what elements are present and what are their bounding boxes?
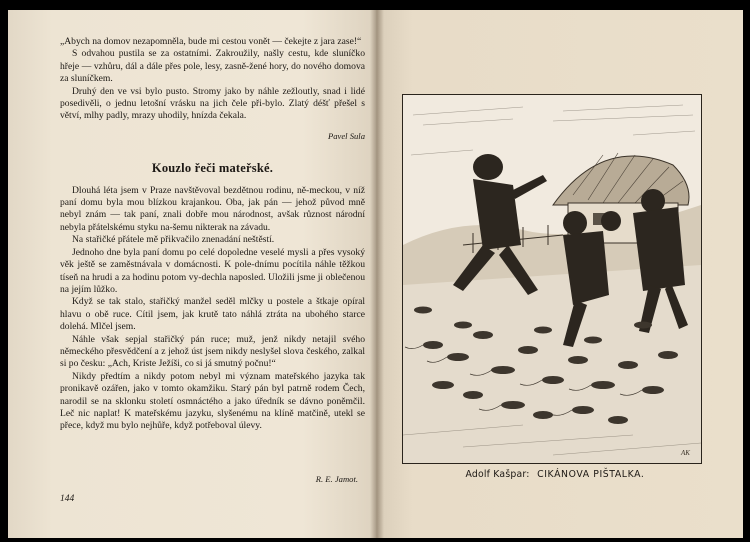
illustration-caption [400,469,710,480]
paragraph: Dlouhá léta jsem v Praze navštěvoval bezdětnou rodinu, ně-meckou, v níž paní domu byla mou blízkou krajankou. Oba, jak pán — jehož původ mně nebyl znám — tak paní, znali dobře mou národnost, avšak různost národní nebyla přátelskému styku na-šemu nikterak na závadu. [60,184,365,233]
paragraph: Nikdy předtím a nikdy potom nebyl mi význam mateřského jazyka tak pronikavě ozářen, jako v tomto okamžiku. Starý pán byl patrně rodem Čech, narodil se na sklonku století osmnáctého a jako úředník se dávno poněmčil. Leč nic naplat! K mateřskému jazyku, slyšenému na klíně matčině, utekl se přece, když mu bylo nejhůře, když potřeboval úlevy. [60,370,365,432]
left-page [8,10,376,538]
paragraph: „Abych na domov nezapomněla, bude mi cestou vonět — čekejte z jara zase!“ [60,36,362,47]
book-gutter [370,10,384,538]
illustration-drawing [403,95,701,463]
paragraph: Jednoho dne byla paní domu po celé dopoledne veselé mysli a přes vysoký věk ještě se zaměstnávala v domácnosti. K pole-dnímu pocítila náhle těžkou tíseň na hrudi a za hodinu potom vy-dechla naposled. Uložili jsme ji oblečenou na jejím lůžko. [60,246,365,295]
paragraph: S odvahou pustila se za ostatními. Zakroužily, našly cestu, kde sluníčko hřeje — vzhůru, dál a dále přes pole, lesy, zasně-žené hory, do nového domova za sluníčkem. [60,48,365,85]
illustration [402,94,702,464]
story-title: Kouzlo řeči mateřské. [151,161,274,176]
page-number: 144 [60,494,75,504]
paragraph: Když se tak stalo, stařičký manžel seděl mlčky u postele a štkaje opíral hlavu o obě ruce. Cítil jsem, jak krutě tato náhlá ztráta na ubohého starce dolehá. Mlčel jsem. [60,296,365,333]
left-text-column [60,36,365,433]
book-spread [8,10,743,538]
author-signature: R. E. Jamot. [315,474,358,484]
author-signature: Pavel Sula [328,130,365,141]
illustration-initials: AK [681,449,690,457]
right-page [376,10,743,538]
caption-author: Adolf Kašpar: [465,469,530,480]
paragraph: Náhle však sepjal stařičký pán ruce; muž, jenž nikdy netajil svého německého přesvědčení a z jehož úst jsem nikdy neslyšel slova českého, zalkal si po česku: „Ach, Kriste Ježíši, co si já smutný počnu!“ [60,333,365,370]
paragraph: Na stařičké přátele mě přikvačilo znenadání neštěstí. [72,234,275,246]
caption-title: CIKÁNOVA PIŠTALKA. [537,469,645,480]
paragraph: Druhý den ve vsi bylo pusto. Stromy jako by náhle zežloutly, snad i lidé posedivěli, o jednu letošní vrásku na jich čele při-bylo. Zlatý déšť přešel s větví, mlhy padly, mrazy uhodily, hnízda čekala. [60,85,365,122]
